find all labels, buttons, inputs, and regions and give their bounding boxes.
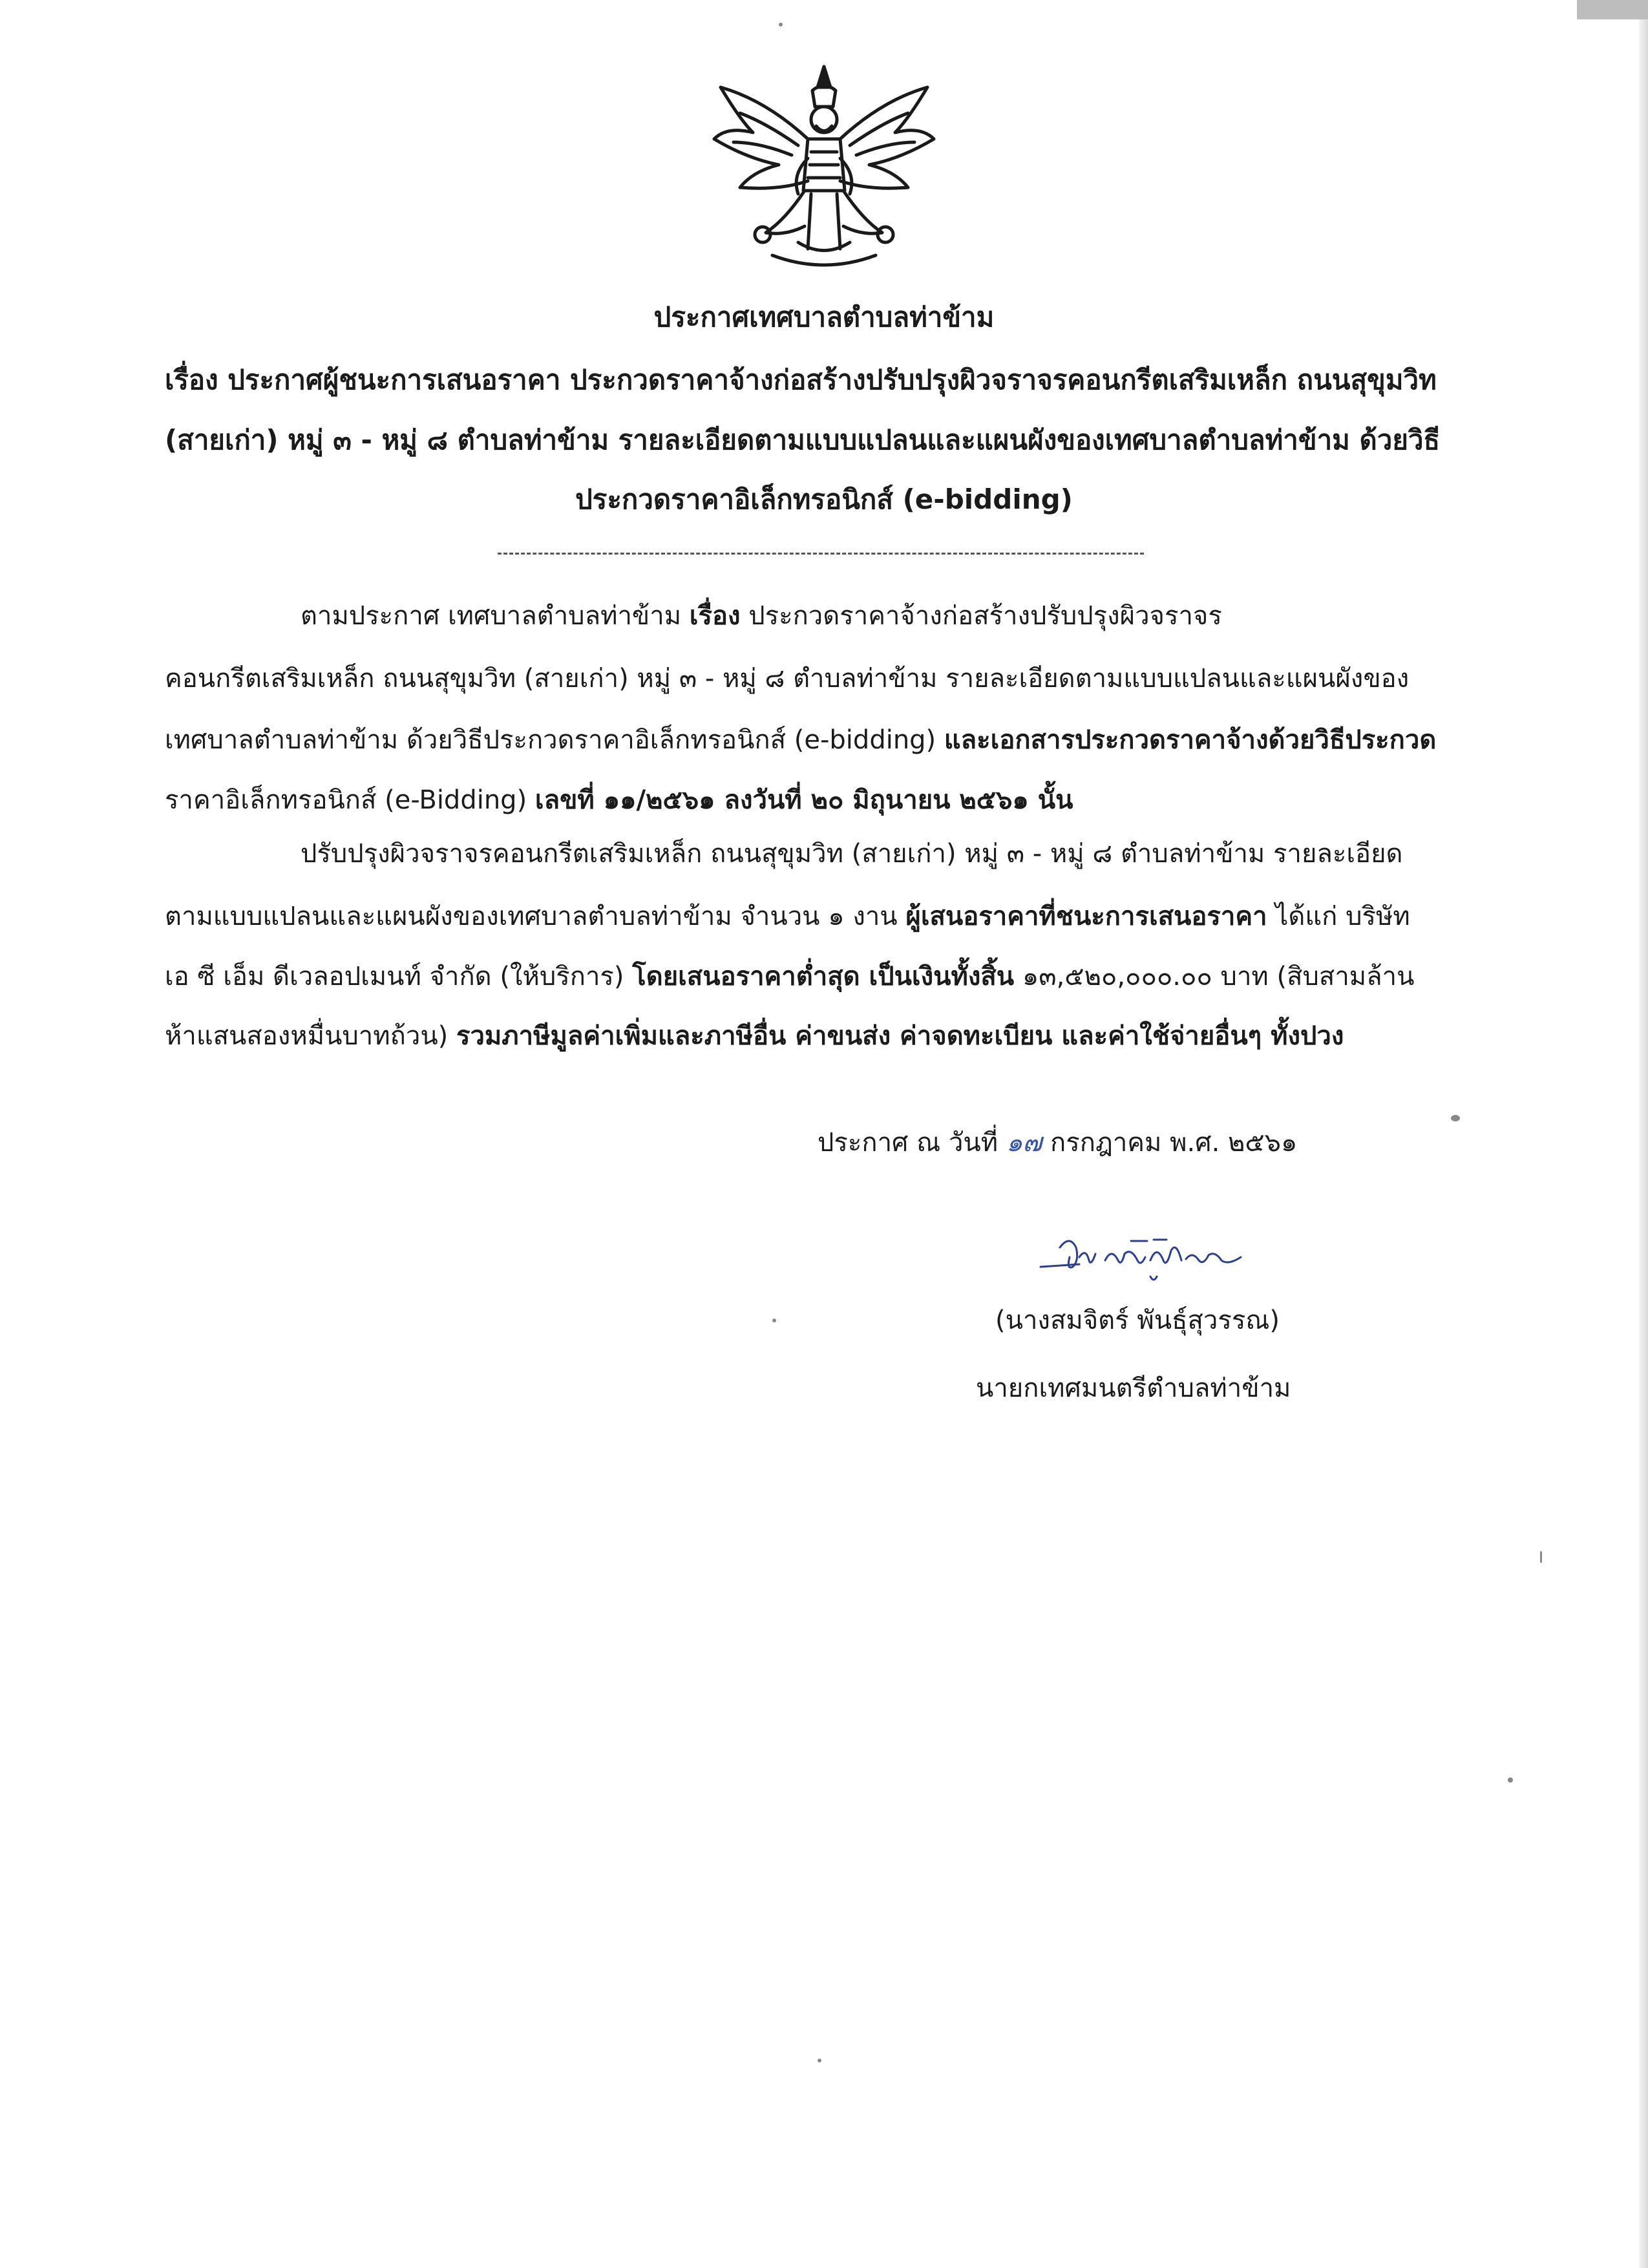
p2-line-3 xyxy=(165,955,1414,997)
announcement-title: ประกาศเทศบาลตำบลท่าข้าม xyxy=(653,301,995,333)
signatory-name: (นางสมจิตร์ พันธุ์สุวรรณ) xyxy=(995,1306,1280,1335)
p2-line-4-b: รวมภาษีมูลค่าเพิ่มและภาษีอื่น ค่าขนส่ง ค่าจดทะเบียน และค่าใช้จ่ายอื่นๆ ทั้งปวง xyxy=(456,1021,1344,1051)
announcement-date xyxy=(818,1121,1297,1163)
garuda-emblem xyxy=(701,61,947,275)
handwritten-day: ๑๗ xyxy=(1006,1128,1042,1158)
p2-line-3-a: เอ ซี เอ็ม ดีเวลอปเมนท์ จำกัด (ให้บริการ) xyxy=(165,962,633,991)
p1-line-1 xyxy=(301,595,1222,636)
date-suffix: กรกฎาคม พ.ศ. ๒๕๖๑ xyxy=(1042,1128,1298,1158)
signatory-position: นายกเทศมนตรีตำบลท่าข้าม xyxy=(976,1373,1291,1403)
date-prefix: ประกาศ ณ วันที่ xyxy=(818,1128,1006,1158)
dashed-divider xyxy=(498,553,1144,555)
subject-line-3: ประกวดราคาอิเล็กทรอนิกส์ (e-bidding) xyxy=(575,483,1073,515)
p1-line-3-a: เทศบาลตำบลท่าข้าม ด้วยวิธีประกวดราคาอิเล็กทรอนิกส์ (e-bidding) xyxy=(165,725,944,755)
scan-speck xyxy=(779,23,783,26)
p2-line-2-b: ผู้เสนอราคาที่ชนะการเสนอราคา xyxy=(905,902,1267,931)
scan-speck xyxy=(818,2059,821,2062)
subject-text-1: ประกวดราคาจ้างก่อสร้างปรับปรุงผิวจราจรคอนกรีตเสริมเหล็ก ถนนสุขุมวิท xyxy=(560,364,1437,396)
p2-line-2-c: ได้แก่ บริษัท xyxy=(1267,902,1410,931)
p2-line-1: ปรับปรุงผิวจราจรคอนกรีตเสริมเหล็ก ถนนสุขุมวิท (สายเก่า) หมู่ ๓ - หมู่ ๘ ตำบลท่าข้าม รายละเอียด xyxy=(301,839,1403,869)
p2-line-3-b: โดยเสนอราคาต่ำสุด เป็นเงินทั้งสิ้น xyxy=(632,962,1015,991)
p1-line-1-a: ตามประกาศ เทศบาลตำบลท่าข้าม xyxy=(301,601,690,631)
p2-line-2 xyxy=(165,895,1410,937)
subject-label: เรื่อง ประกาศผู้ชนะการเสนอราคา xyxy=(165,364,561,396)
p1-line-1-b: เรื่อง xyxy=(689,601,741,631)
scan-speck xyxy=(1451,1115,1460,1121)
p1-line-4-b: เลขที่ ๑๑/๒๕๖๑ ลงวันที่ ๒๐ มิถุนายน ๒๕๖๑ นั้น xyxy=(534,785,1073,815)
p1-line-1-c: ประกวดราคาจ้างก่อสร้างปรับปรุงผิวจราจร xyxy=(740,601,1222,631)
p1-line-3-b: และเอกสารประกวดราคาจ้างด้วยวิธีประกวด xyxy=(944,725,1437,755)
p1-line-2: คอนกรีตเสริมเหล็ก ถนนสุขุมวิท (สายเก่า) หมู่ ๓ - หมู่ ๘ ตำบลท่าข้าม รายละเอียดตามแบบแปลนและแผนผังของ xyxy=(165,664,1410,694)
scan-speck xyxy=(1540,1551,1542,1563)
scan-edge xyxy=(1639,0,1648,2268)
p1-line-4-a: ราคาอิเล็กทรอนิกส์ (e-Bidding) xyxy=(165,785,535,815)
p2-line-3-c: ๑๓,๕๒๐,๐๐๐.๐๐ บาท (สิบสามล้าน xyxy=(1014,962,1415,991)
scan-speck xyxy=(1508,1777,1513,1783)
subject-line-2: (สายเก่า) หมู่ ๓ - หมู่ ๘ ตำบลท่าข้าม รายละเอียดตามแบบแปลนและแผนผังของเทศบาลตำบลท่าข้าม ด้วยวิธี xyxy=(165,424,1441,456)
p2-line-4 xyxy=(165,1015,1344,1056)
p1-line-4 xyxy=(165,779,1073,820)
scan-corner xyxy=(1577,0,1648,19)
p2-line-2-a: ตามแบบแปลนและแผนผังของเทศบาลตำบลท่าข้าม จำนวน ๑ งาน xyxy=(165,902,906,931)
p1-line-3 xyxy=(165,719,1436,760)
scan-speck xyxy=(772,1319,776,1322)
subject-line-1 xyxy=(165,359,1483,401)
p2-line-4-a: ห้าแสนสองหมื่นบาทถ้วน) xyxy=(165,1021,456,1051)
handwritten-signature xyxy=(1034,1222,1254,1293)
